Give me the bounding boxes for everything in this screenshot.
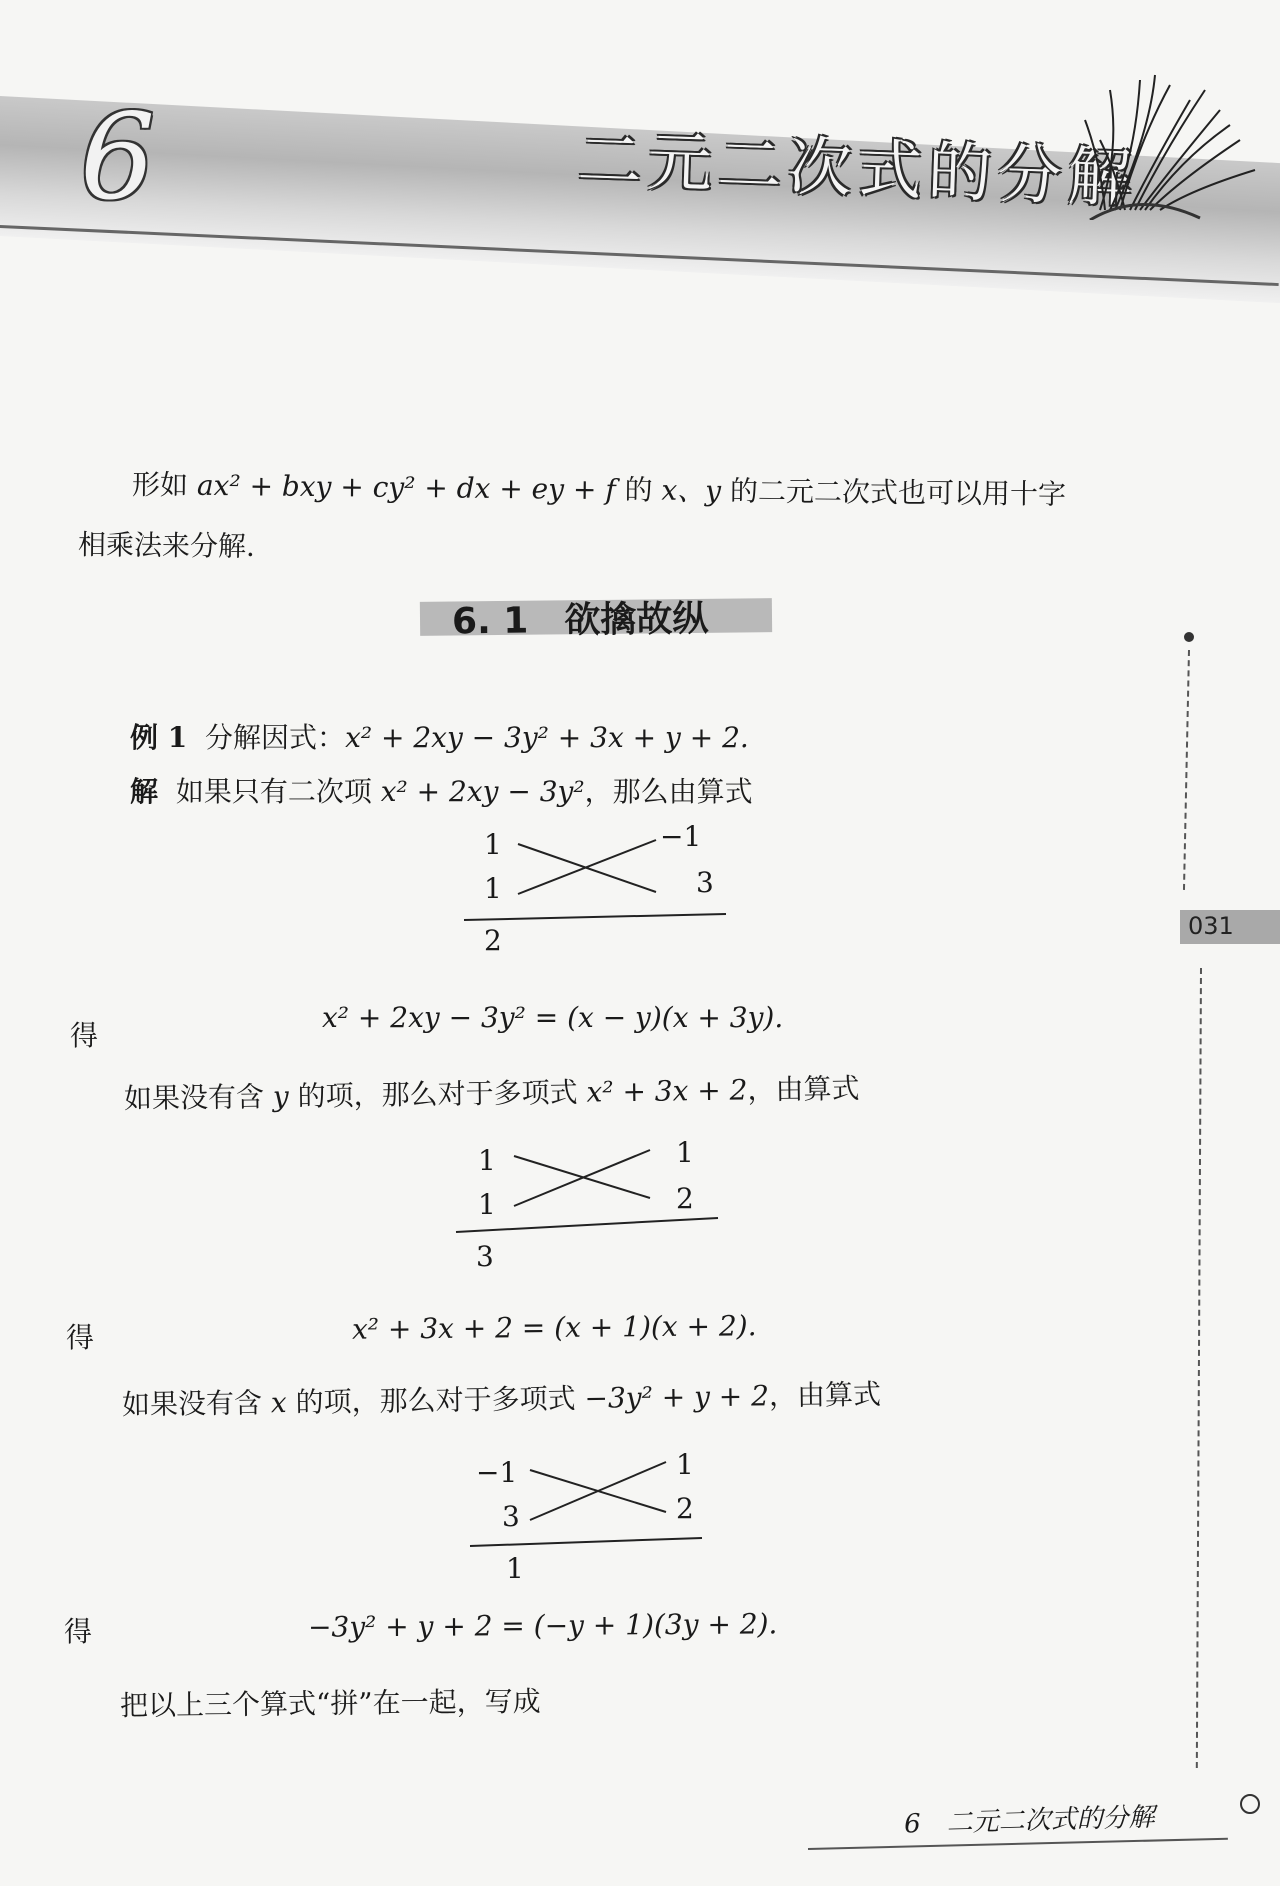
- para3-variable: x: [270, 1386, 287, 1420]
- paragraph-4: 把以上三个算式“拼”在一起，写成: [119, 1684, 541, 1723]
- cross-bottom-left: 1: [484, 872, 502, 905]
- cross-bottom-left: 1: [478, 1188, 496, 1221]
- para2-prefix: 如果没有含: [123, 1080, 274, 1116]
- intro-expression: ax² + bxy + cy² + dx + ey + f: [196, 468, 616, 507]
- result-equation-2: x² + 3x + 2 = (x + 1)(x + 2).: [351, 1309, 757, 1346]
- section-title: 6. 1 欲擒故纵: [451, 598, 709, 643]
- chapter-number: 6: [80, 88, 156, 226]
- intro-mid: 的: [615, 473, 662, 507]
- solution-expression: x² + 2xy − 3y²: [380, 775, 585, 808]
- cross-bottom-left: 3: [502, 1500, 520, 1533]
- cross-bottom-right: 2: [676, 1492, 694, 1525]
- cross-top-right: 1: [676, 1136, 694, 1169]
- intro-suffix: 的二元二次式也可以用十字: [720, 474, 1067, 511]
- para3-prefix: 如果没有含: [121, 1386, 272, 1422]
- cross-top-right: −1: [660, 820, 702, 853]
- para3-expression: −3y² + y + 2: [584, 1379, 770, 1415]
- footer-circle-icon: [1240, 1794, 1260, 1814]
- paragraph-3: [122, 1373, 882, 1428]
- solution-suffix: ，那么由算式: [584, 775, 753, 808]
- intro-prefix: 形如: [131, 468, 198, 502]
- example-line: [130, 716, 749, 761]
- result-equation-3: −3y² + y + 2 = (−y + 1)(3y + 2).: [307, 1607, 778, 1644]
- cross-sum: 2: [484, 924, 502, 957]
- chapter-title: 二元二次式的分解: [576, 123, 1139, 217]
- para3-mid: 的项，那么对于多项式: [286, 1381, 585, 1419]
- intro-vars: x、y: [661, 473, 722, 508]
- de-label: 得: [66, 1321, 95, 1354]
- de-label: 得: [70, 1019, 99, 1052]
- example-text: 分解因式：: [205, 721, 346, 754]
- cross-top-left: 1: [478, 1144, 496, 1177]
- cross-bottom-right: 3: [696, 866, 714, 899]
- cross-bottom-right: 2: [676, 1182, 694, 1215]
- solution-line: [130, 770, 753, 815]
- cross-sum: 1: [506, 1552, 524, 1585]
- cross-lines: [460, 820, 740, 940]
- margin-dashed-line: [1196, 968, 1202, 1768]
- de-label: 得: [64, 1615, 93, 1648]
- intro-line-2: 相乘法来分解.: [77, 528, 256, 563]
- cross-lines: [470, 1448, 750, 1568]
- para3-suffix: ，由算式: [768, 1377, 882, 1413]
- cross-lines: [454, 1136, 734, 1256]
- solution-label: 解: [130, 775, 159, 808]
- grass-decoration-icon: [1080, 70, 1270, 220]
- cross-top-right: 1: [676, 1448, 694, 1481]
- footer-rule: [808, 1838, 1228, 1850]
- paragraph-2: [124, 1067, 860, 1122]
- intro-line-1: [132, 463, 1066, 518]
- para2-suffix: ，由算式: [747, 1071, 860, 1107]
- result-equation-1: x² + 2xy − 3y² = (x − y)(x + 3y).: [322, 1001, 784, 1034]
- page-number: 031: [1188, 912, 1234, 940]
- para2-expression: x² + 3x + 2: [586, 1073, 748, 1109]
- solution-text: 如果只有二次项: [175, 775, 381, 808]
- cross-top-left: 1: [484, 828, 502, 861]
- margin-dashed-line: [1183, 650, 1190, 890]
- para2-mid: 的项，那么对于多项式: [288, 1075, 587, 1113]
- cross-sum: 3: [476, 1240, 494, 1273]
- para2-variable: y: [272, 1079, 289, 1114]
- example-label: 例 1: [130, 721, 188, 754]
- example-expression: x² + 2xy − 3y² + 3x + y + 2.: [345, 721, 749, 754]
- cross-top-left: −1: [476, 1456, 518, 1489]
- running-footer: 6 二元二次式的分解: [903, 1802, 1155, 1840]
- margin-dot-icon: [1184, 632, 1194, 642]
